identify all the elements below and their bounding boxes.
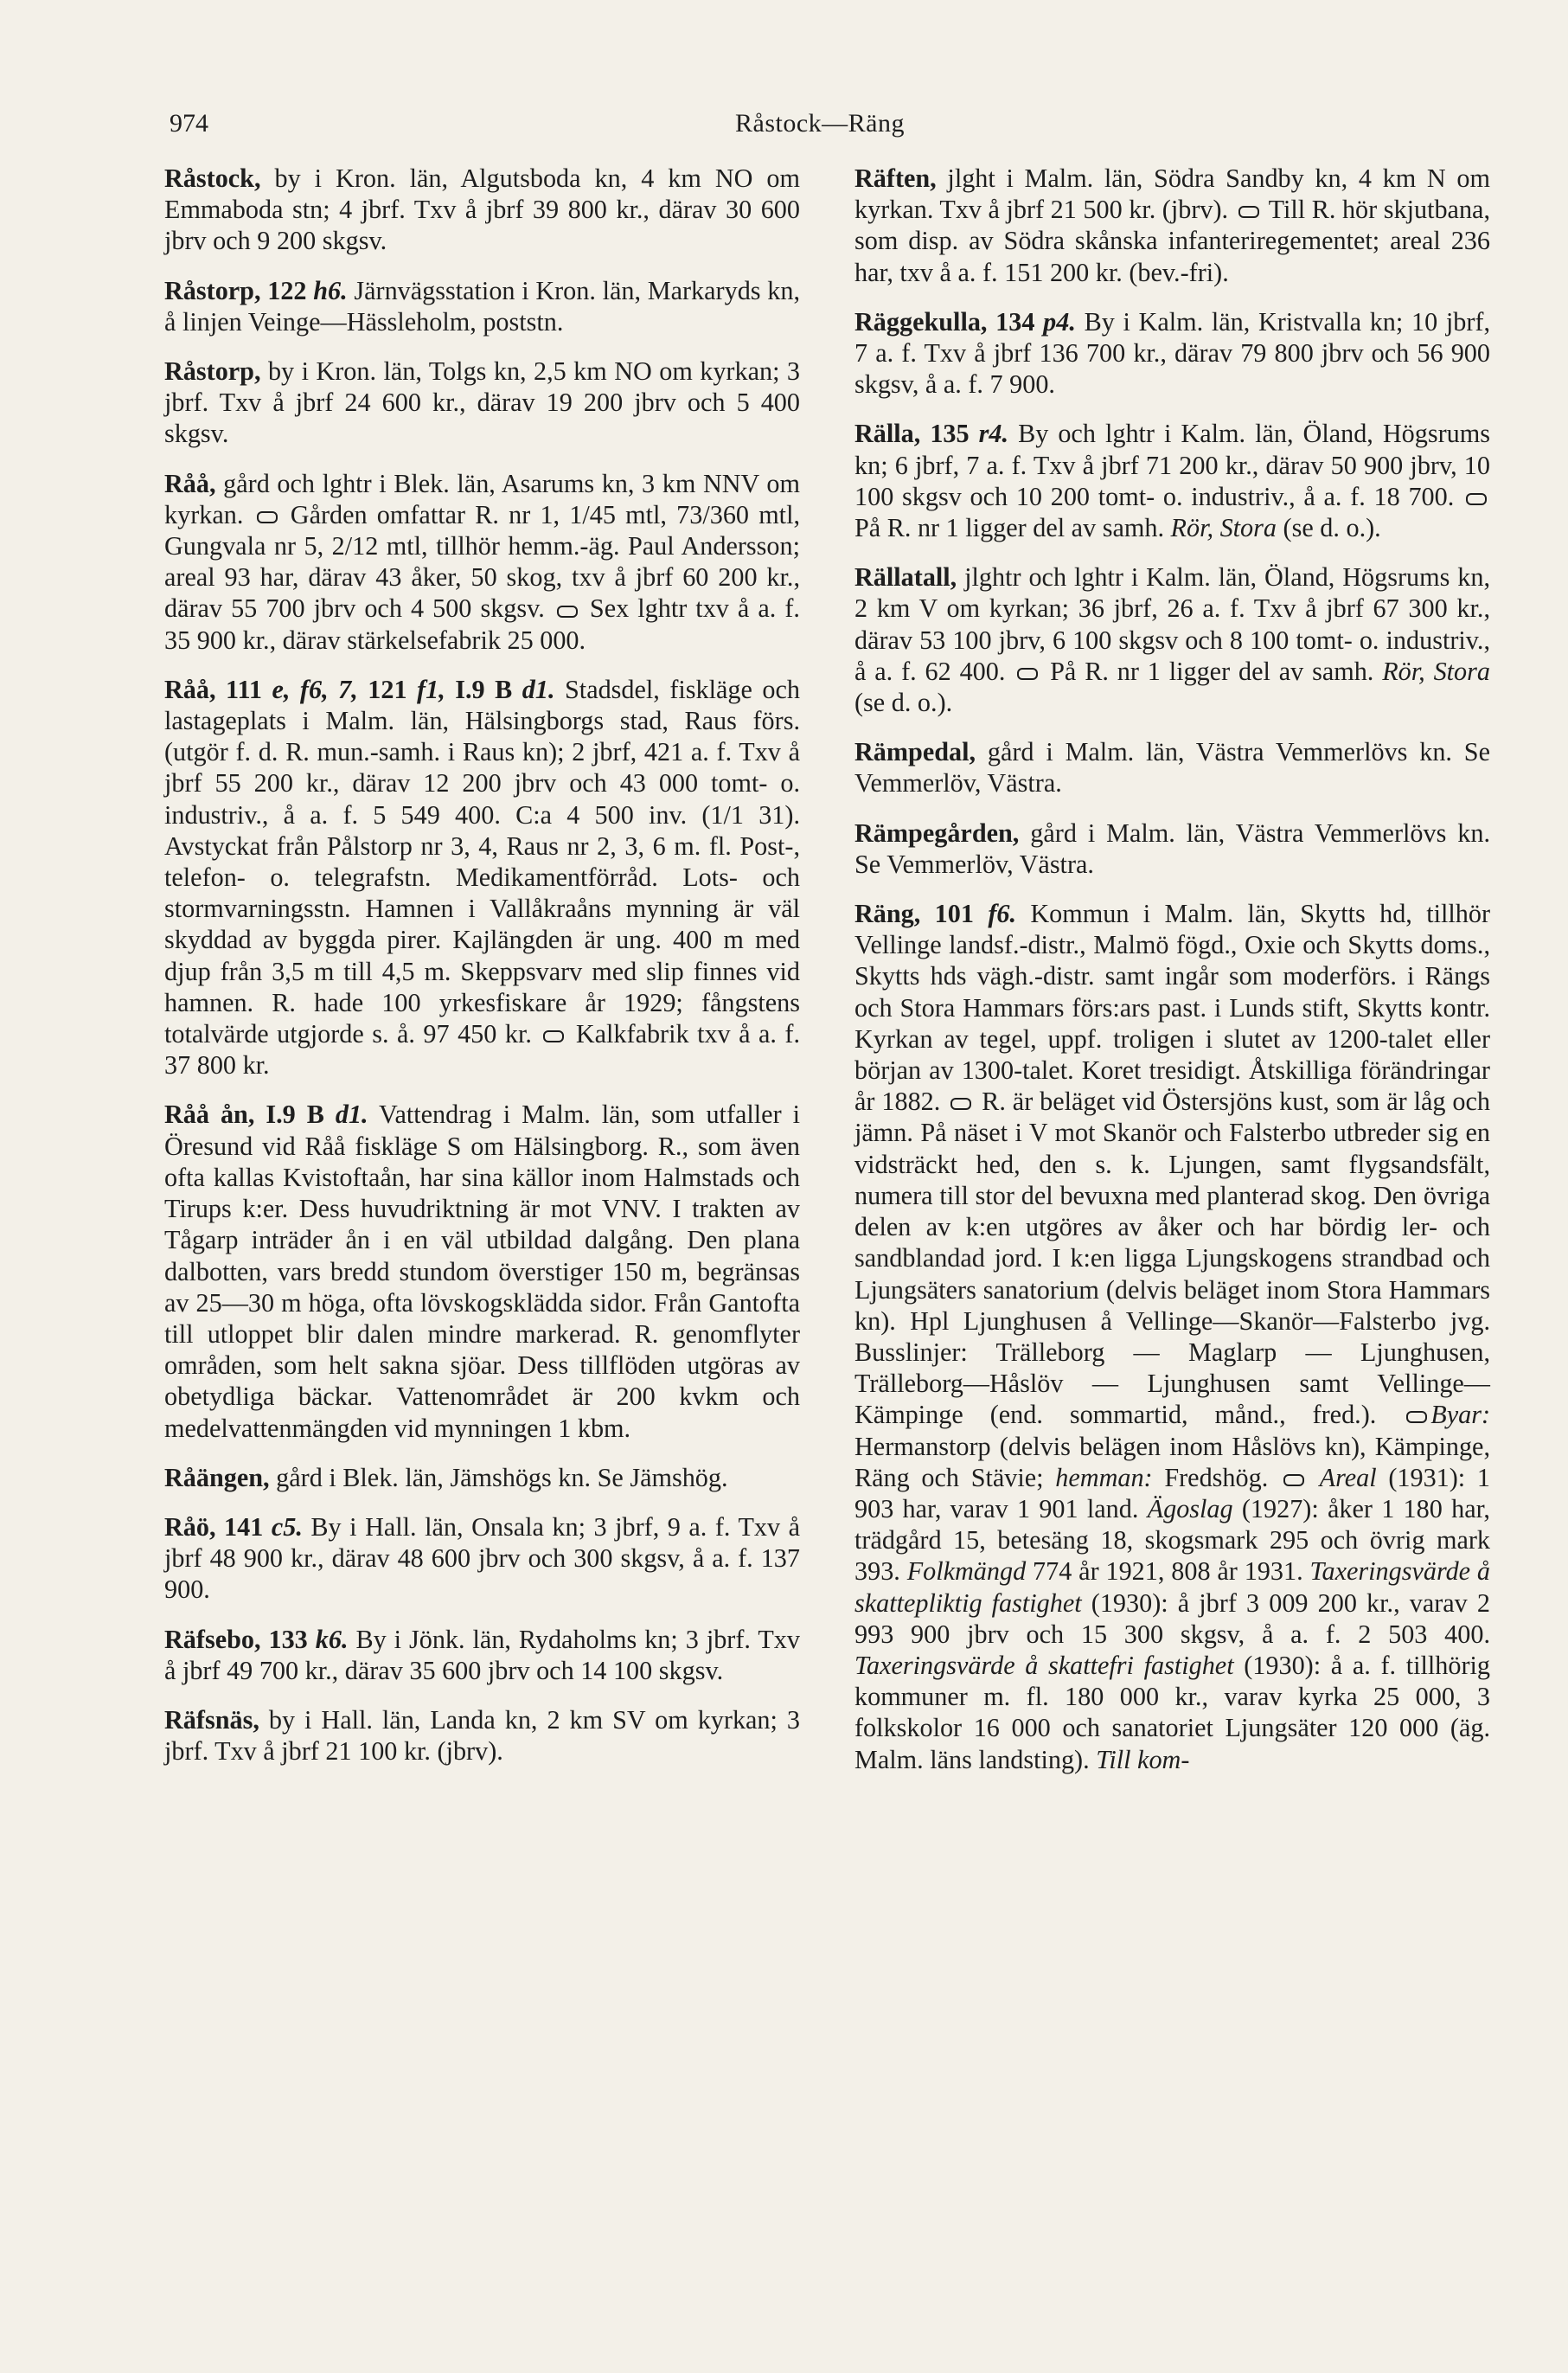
entry-italic: Taxeringsvärde å skattepliktig fastighet [854, 1556, 1491, 1618]
entry-text: (se d. o.). [854, 688, 953, 718]
entry-text: By och lghtr i Kalm. län, Öland, Högsrums kn; 6 jbrf, 7 a. f. Txv å jbrf 71 200 kr., därav 50 900 jbrv, 10 100 skgsv och 10 200 tomt- o. industriv., å a. f. 18 700. [854, 419, 1490, 511]
entry [854, 898, 1490, 1775]
entry-text: gård i Blek. län, Jämshögs kn. Se Jämshög. [269, 1462, 728, 1492]
entry-headword: Råå, 111 [164, 674, 272, 704]
entry-text: (1927): åker 1 180 har, trädgård 15, betesäng 18, skogsmark 295 och övrig mark 393. [854, 1493, 1490, 1587]
entry-text: by i Hall. län, Landa kn, 2 km SV om kyrkan; 3 jbrf. Txv å jbrf 21 100 kr. (jbrv). [164, 1704, 800, 1767]
entry [164, 1462, 800, 1493]
entry-headword: Råstorp, 122 [164, 275, 314, 305]
entry-text: (1930): å jbrf 3 009 200 kr., varav 2 993 900 jbrv och 15 300 skgsv, å a. f. 2 503 400. [854, 1587, 1490, 1649]
entry [164, 163, 800, 257]
entry-text: by i Kron. län, Algutsboda kn, 4 km NO om Emmaboda stn; 4 jbrf. Txv å jbrf 39 800 kr., därav 30 600 jbrv och 9 200 skgsv. [164, 164, 800, 256]
entry-text: R. är beläget vid Östersjöns kust, som är låg och jämn. På näset i V mot Skanör och Falsterbo utbreder sig en vidsträckt hed, den s. k. Ljungen, samt flygsandsfält, numera till stor del bevuxna med planterad skog. Den övriga delen av k:en utgöres av åker och har bördig ler- och sandblandad jord. I k:en ligga Ljungskogens strandbad och Ljungsäters sanatorium (delvis beläget inom Stora Hammars kn). Hpl Ljunghusen å Vellinge—Skanör—Falsterbo jvg. Busslinjer: Trälleborg — Maglarp — Ljunghusen, Trälleborg—Håslöv — Ljunghusen samt Vellinge—Kämpinge (end. sommartid, månd., fred.). [854, 1087, 1491, 1430]
entry-text: Kommun i Malm. län, Skytts hd, tillhör Vellinge landsf.-distr., Malmö fögd., Oxie och Skytts doms., Skytts hds vägh.-distr. samt ingår som moderförs. i Rängs och Stora Hammars förs:ars past. i Lunds stift, Skytts kontr. Kyrkan av tegel, uppf. troligen i slutet av 1200-talet eller början av 1300-talet. Koret tresidigt. Åtskilliga förändringar år 1882. [854, 899, 1490, 1117]
entry-text: Sex lghtr txv å a. f. 35 900 kr., därav stärkelsefabrik 25 000. [164, 593, 800, 655]
section-symbol-icon [543, 1030, 564, 1042]
entry-text: Stadsdel, fiskläge och lastageplats i Malm. län, Hälsingborgs stad, Raus förs. (utgör f. d. R. mun.-samh. i Raus kn); 2 jbrf, 421 a. f. Txv å jbrf 55 200 kr., därav 12 200 jbrv och 43 000 tomt- o. industriv., å a. f. 5 549 400. C:a 4 500 inv. (1/1 31). Avstyckat från Pålstorp nr 3, 4, Raus nr 2, 3, 6 m. fl. Post-, telefon- o. telegrafstn. Medikamentförråd. Lots- och stormvarningsstn. Hamnen i Vallåkraåns mynning är väl skyddad av byggda pirer. Kajlängden är ung. 400 m med djup från 3,5 m till 4,5 m. Skeppsvarv med slip finnes vid hamnen. R. hade 100 yrkesfiskare år 1929; fångstens totalvärde utgjorde s. å. 97 450 kr. [164, 674, 800, 1049]
entry-text: jlghtr och lghtr i Kalm. län, Öland, Högsrums kn, 2 km V om kyrkan; 36 jbrf, 26 a. f. Txv å jbrf 67 300 kr., därav 53 100 jbrv, 6 100 skgsv och 8 100 tomt- o. industriv., å a. f. 62 400. [854, 562, 1490, 686]
entry-text: Kalkfabrik txv å a. f. 37 800 kr. [164, 1019, 801, 1081]
section-symbol-icon [1017, 668, 1038, 680]
entry [164, 275, 800, 337]
entry-headword: Räng, 101 [854, 899, 989, 929]
section-symbol-icon [1466, 493, 1487, 505]
entry-text: By i Hall. län, Onsala kn; 3 jbrf, 9 a. f. Txv å jbrf 48 900 kr., därav 48 600 jbrv och 300 skgsv, å a. f. 137 900. [164, 1511, 800, 1605]
entry-text: gård och lghtr i Blek. län, Asarums kn, 3 km NNV om kyrkan. [164, 468, 800, 529]
entry-text: På R. nr 1 ligger del av samh. [1041, 656, 1383, 686]
entry-headword-part: k6. [315, 1624, 349, 1654]
entry-text [1308, 1463, 1320, 1492]
entry-text: Vattendrag i Malm. län, som utfaller i Öresund vid Råå fiskläge S om Hälsingborg. R., som även ofta kallas Kvistoftaån, har sina källor inom Halmstads och Tirups k:er. Dess huvudriktning är mot VNV. I trakten av Tågarp inträder ån i en väl utbildad dalgång. Den plana dalbotten, vars bredd stundom överstiger 150 m, begränsas av 25—30 m höga, ofta lövskogsklädda sidor. Från Gantofta till utloppet blir dalen mindre markerad. R. genomflyter områden, som helt sakna sjöar. Dess tillflöden utgöras av obetydliga bäckar. Vattenområdet är 200 kvkm och medelvattenmängden vid mynningen 1 kbm. [164, 1100, 800, 1443]
running-head: Råstock—Räng [735, 109, 905, 138]
entry-headword-part: I.9 B [445, 674, 522, 704]
entry-text: (1930): å a. f. tillhörig kommuner m. fl. 180 000 kr., varav kyrka 25 000, 3 folkskolor 16 000 och sanatoriet Ljungsäter 120 000 (äg. Malm. läns landsting). [854, 1650, 1490, 1774]
entry-headword-part: d1. [335, 1100, 368, 1130]
entry [854, 561, 1490, 718]
entry [854, 306, 1490, 401]
entry-text: På R. nr 1 ligger del av samh. [854, 513, 1171, 543]
section-symbol-icon [557, 606, 578, 618]
entry-italic: Taxeringsvärde å skattefri fastighet [854, 1650, 1234, 1680]
entry-text: Järnvägsstation i Kron. län, Markaryds kn, å linjen Veinge—Hässleholm, poststn. [164, 275, 800, 337]
entry [854, 163, 1490, 288]
entry [164, 1099, 800, 1443]
section-symbol-icon [950, 1098, 971, 1110]
entry-text: By i Jönk. län, Rydaholms kn; 3 jbrf. Txv å jbrf 49 700 kr., därav 35 600 jbrv och 14 100 skgsv. [164, 1624, 800, 1685]
entry-headword: Råå ån, I.9 B [164, 1100, 336, 1130]
section-symbol-icon [1283, 1474, 1304, 1486]
entry-headword-part: f6. [988, 899, 1017, 929]
entry-headword: Räfsebo, 133 [164, 1624, 316, 1654]
entry-italic: Rör, Stora [1170, 513, 1277, 543]
entry-italic: Areal [1319, 1462, 1377, 1492]
entry-headword: Råängen, [164, 1462, 270, 1492]
entry-headword: Råstock, [164, 164, 261, 193]
page-number: 974 [170, 109, 208, 138]
entry-headword: Rämpegården, [854, 818, 1020, 848]
entry-text: gård i Malm. län, Västra Vemmerlövs kn. Se Vemmerlöv, Västra. [854, 818, 1490, 879]
entry-headword: Rämpedal, [854, 737, 976, 767]
entry-headword-part: c5. [271, 1511, 303, 1542]
entry [164, 1704, 800, 1767]
entry-italic: Folkmängd [906, 1556, 1027, 1587]
entry-text: jlght i Malm. län, Södra Sandby kn, 4 km N om kyrkan. Txv å jbrf 21 500 kr. (jbrv). [854, 164, 1490, 225]
entry-headword-part: r4. [978, 419, 1009, 449]
entry-text: By i Kalm. län, Kristvalla kn; 10 jbrf, 7 a. f. Txv å jbrf 136 700 kr., därav 79 800 jbrv och 56 900 skgsv, å a. f. 7 900. [854, 306, 1490, 400]
entry-text: Gården omfattar R. nr 1, 1/45 mtl, 73/360 mtl, Gungvala nr 5, 2/12 mtl, tillhör hemm.-äg. Paul Andersson; areal 93 har, därav 43 åker, 50 skog, txv å jbrf 60 200 kr., därav 55 700 jbrv och 4 500 skgsv. [164, 499, 801, 624]
entry-headword: Räggekulla, 134 [854, 306, 1044, 337]
entry [854, 418, 1490, 543]
entry-text: Till R. hör skjutbana, som disp. av Södra skånska infanteriregementet; areal 236 har, txv å a. f. 151 200 kr. (bev.-fri). [854, 195, 1490, 287]
section-symbol-icon [257, 511, 278, 523]
entry-headword: Råå, [164, 468, 216, 498]
entry-headword: Räfsnäs, [164, 1704, 259, 1735]
entry-headword: Råö, 141 [164, 1511, 272, 1542]
entry [854, 736, 1490, 798]
entry-italic: hemman: [1055, 1462, 1153, 1492]
entry-text: gård i Malm. län, Västra Vemmerlövs kn. Se Vemmerlöv, Västra. [854, 737, 1490, 798]
right-column [854, 163, 1490, 1793]
entry-headword-part: h6. [313, 275, 348, 305]
entry-italic: Rör, Stora [1382, 656, 1490, 686]
entry-italic: Byar: [1430, 1400, 1490, 1430]
entry-text: Hermanstorp (delvis belägen inom Håslövs kn), Kämpinge, Räng och Stävie; [854, 1431, 1490, 1492]
section-symbol-icon [1406, 1411, 1427, 1423]
section-symbol-icon [1238, 206, 1259, 218]
left-column [164, 163, 800, 1785]
entry-text: Fredshög. [1152, 1462, 1280, 1492]
entry-headword: Rällatall, [854, 562, 957, 593]
entry-headword-part: f1, [417, 674, 445, 704]
entry [854, 818, 1490, 880]
entry-headword-part: p4. [1043, 306, 1076, 337]
entry [164, 1511, 800, 1606]
entry [164, 356, 800, 450]
entry-headword: Råstorp, [164, 356, 261, 387]
entry-headword-part: d1. [522, 674, 555, 704]
entry-italic: Till kom- [1096, 1744, 1190, 1774]
entry-text: by i Kron. län, Tolgs kn, 2,5 km NO om kyrkan; 3 jbrf. Txv å jbrf 24 600 kr., därav 19 200 jbrv och 5 400 skgsv. [164, 356, 800, 449]
entry-headword-part: e, f6, 7, [272, 674, 358, 704]
entry-text: (se d. o.). [1277, 513, 1381, 543]
entry-italic: Ägoslag [1147, 1493, 1233, 1523]
entry-text: 774 år 1921, 808 år 1931. [1026, 1556, 1310, 1587]
entry-headword: Rälla, 135 [854, 419, 979, 449]
entry [164, 1624, 800, 1686]
entry-headword-part: 121 [357, 674, 418, 704]
entry [164, 674, 800, 1081]
entry [164, 468, 800, 656]
entry-text: (1931): 1 903 har, varav 1 901 land. [854, 1462, 1491, 1523]
entry-headword: Räften, [854, 164, 937, 193]
